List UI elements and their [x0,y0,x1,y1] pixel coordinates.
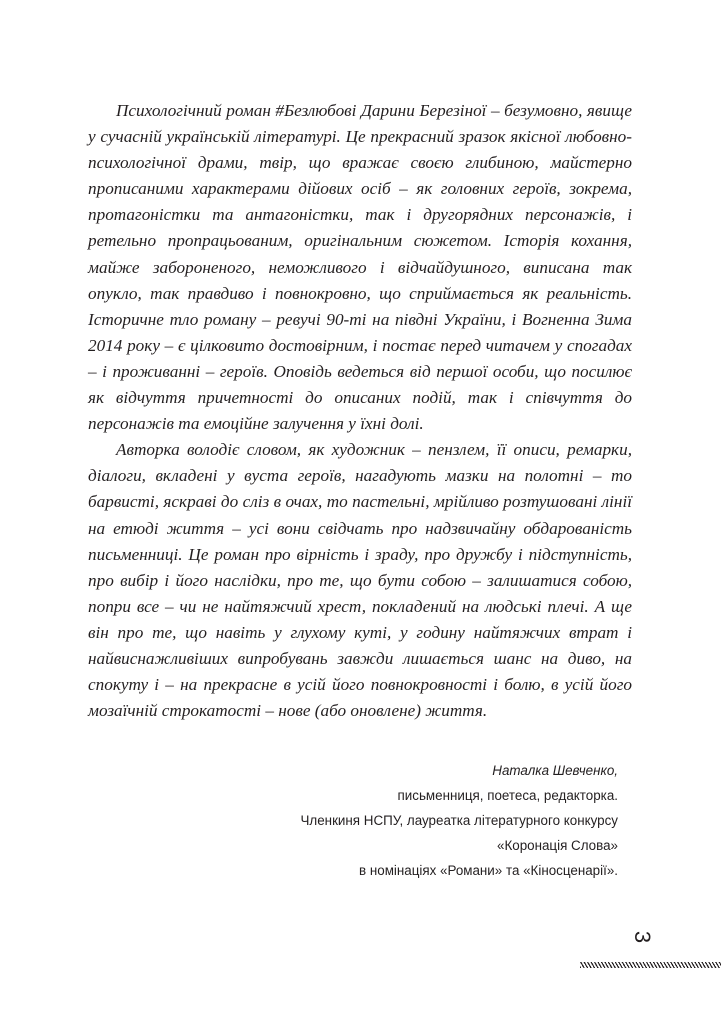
paragraph-1: Психологічний роман #Безлюбові Дарини Березіної – безумовно, явище у сучасній українській літературі. Це прекрасний зразок якісної любовно-психологічної драми, твір, що вражає своєю глибиною, майстерно прописаними характерами дійових осіб – як головних героїв, зокрема, протагоністки та антагоністки, так і другорядних персонажів, і ретельно пропрацьованим, оригінальним сюжетом. Історія кохання, майже забороненого, неможливого і відчайдушного, виписана так опукло, так правдиво і повнокровно, що сприймається як реальність. Історичне тло роману – ревучі 90-ті на півдні України, і Вогненна Зима 2014 року – є цілковито достовірним, і постає перед читачем у спогадах – і проживанні – героїв. Оповідь ведеться від першої особи, що посилює як відчуття причетності до описаних подій, так і співчуття до персонажів та емоційне залучення у їхні долі. [88,101,632,434]
author-title: письменниця, поетеса, редакторка. [397,788,618,803]
author-membership: Членкиня НСПУ, лауреатка літературного конкурсу [300,813,618,828]
author-name: Наталка Шевченко, [492,763,618,778]
main-text [88,98,632,724]
signature-block [300,758,618,883]
contest-name: «Коронація Слова» [497,838,618,853]
page-number: 3 [630,930,655,944]
contest-nominations: в номінаціях «Романи» та «Кіносценарії». [359,863,618,878]
decorative-rule [580,962,721,968]
paragraph-2: Авторка володіє словом, як художник – пензлем, її описи, ремарки, діалоги, вкладені у вуста героїв, нагадують мазки на полотні – то барвисті, яскраві до сліз в очах, то пастельні, мрійливо розтушовані лінії на етюді життя – усі вони свідчать про надзвичайну обдарованість письменниці. Це роман про вірність і зраду, про дружбу і підступність, про вибір і його наслідки, про те, що бути собою – залишатися собою, попри все – чи не найтяжчий хрест, покладений на людські плечі. А ще він про те, що навіть у глухому куті, у годину найтяжчих втрат і найвиснажливіших випробувань завжди лишається шанс на диво, на спокуту і – на прекрасне в усій його повнокровності і болю, в усій його мозаїчній строкатості – нове (або оновлене) життя. [88,440,632,721]
